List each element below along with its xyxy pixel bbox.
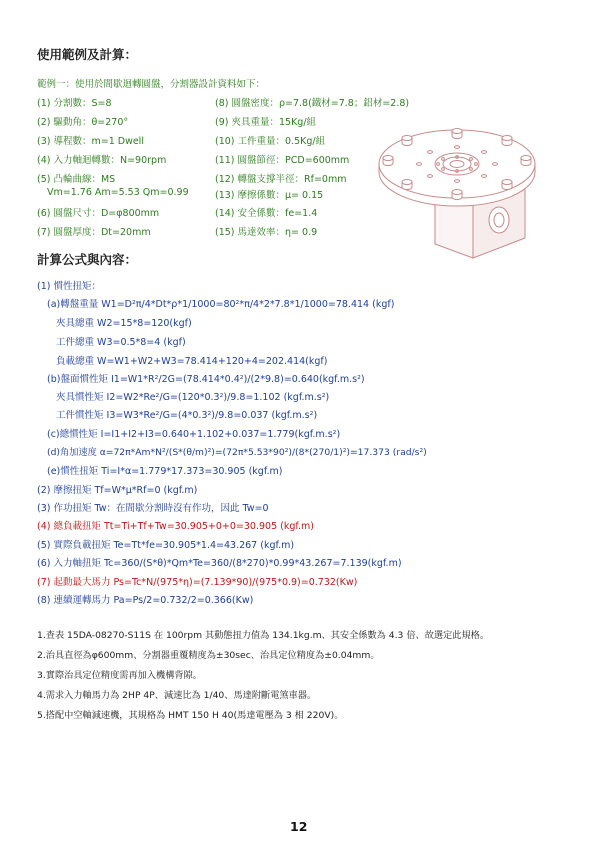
param-pcd: (11) 圓盤節徑：PCD=600mm [215, 155, 350, 166]
calc-work-weight-formula: W3=0.5*8=4 (kgf) [97, 337, 186, 348]
note-3: 3.實際治具定位精度需再加入機構背隙。 [37, 670, 202, 681]
calc-disc-weight-formula: W1=D²π/4*Dt*ρ*1/1000=80²*π/4*2*7.8*1/1000=78.414 (kgf) [101, 299, 395, 310]
section-heading-usage: 使用範例及計算： [37, 47, 138, 62]
calc-total-inertia-label: (c)總慣性矩 [47, 429, 98, 440]
note-4: 4.需求入力軸馬力為 2HP 4P、減速比為 1/40、馬達附斷電煞車器。 [37, 690, 317, 701]
indexing-table-illustration [375, 102, 540, 274]
calc-disc-inertia [47, 371, 365, 385]
param-safety-factor: (14) 安全係數：fe=1.4 [215, 208, 318, 219]
calc-work-inertia-formula: I3=W3*Re²/G=(4*0.3²)/9.8=0.037 (kgf.m.s²) [106, 410, 318, 421]
calc-total-inertia [47, 426, 340, 440]
calc-total-inertia-formula: I=I1+I2+I3=0.640+1.102+0.037=1.779(kgf.m.s²) [100, 429, 341, 440]
calc-inertia-torque-label: (e)慣性扭矩 [47, 466, 99, 477]
calc-total-load-formula: W=W1+W2+W3=78.414+120+4=202.414(kgf) [97, 356, 328, 367]
calc-fixture-inertia-label: 夾具慣性矩 [56, 392, 104, 403]
calc-fixture-inertia-formula: I2=W2*Re²/G=(120*0.3²)/9.8=1.102 (kgf.m.s²) [106, 392, 330, 403]
calc-inertia-torque-title: (1) 慣性扭矩： [37, 281, 101, 292]
calc-fixture-weight-formula: W2=15*8=120(kgf) [97, 318, 192, 329]
param-motor-efficiency: (15) 馬達效率：η= 0.9 [215, 227, 318, 238]
calc-input-shaft-torque: (6) 入力軸扭矩 Tc=360/(S*θ)*Qm*Te=360/(8*270)*0.99*43.267=7.139(kgf.m) [37, 558, 402, 569]
example-intro: 範例一：使用於間歇迴轉圓盤，分割器設計資料如下： [37, 79, 266, 90]
param-input-rpm: (4) 入力軸迴轉數：N=90rpm [37, 155, 167, 166]
calc-total-load-torque: (4) 總負載扭矩 Tt=Ti+Tf+Tw=30.905+0+0=30.905 (kgf.m) [37, 521, 315, 532]
calc-disc-weight-label: (a)轉盤重量 [47, 299, 99, 310]
calc-friction-torque: (2) 摩擦扭矩 Tf=W*μ*Rf=0 (kgf.m) [37, 485, 198, 496]
calc-total-load-label: 負載總重 [56, 356, 95, 367]
calc-work-weight [56, 334, 186, 348]
note-1: 1.查表 15DA-08270-S11S 在 100rpm 其動態扭力值為 134.1kg.m、其安全係數為 4.3 倍、故選定此規格。 [37, 630, 490, 641]
param-density: (8) 圓盤密度：ρ=7.8(鐵材=7.8；鋁材=2.8) [215, 98, 410, 109]
note-2: 2.治具直徑為φ600mm、分割器重覆精度為±30sec、治具定位精度為±0.04mm。 [37, 650, 380, 661]
page-number: 12 [290, 819, 308, 834]
param-fixture-weight: (9) 夾具重量：15Kg/組 [215, 117, 317, 128]
calc-inertia-torque [47, 463, 282, 477]
calc-work-inertia-label: 工件慣性矩 [56, 410, 104, 421]
param-friction: (13) 摩擦係數：μ= 0.15 [215, 190, 324, 201]
param-drive-angle: (2) 驅動角：θ=270° [37, 117, 129, 128]
calc-total-load [56, 353, 327, 367]
calc-work-inertia [56, 407, 317, 421]
param-work-weight: (10) 工件重量：0.5Kg/組 [215, 136, 326, 147]
calc-work-torque: (3) 作功扭矩 Tw：在間歇分割時沒有作功，因此 Tw=0 [37, 503, 269, 514]
calc-continuous-power: (8) 連續運轉馬力 Pa=Ps/2=0.732/2=0.366(Kw) [37, 595, 254, 606]
calc-work-weight-label: 工件總重 [56, 337, 95, 348]
note-5: 5.搭配中空軸減速機，其規格為 HMT 150 H 40(馬達電壓為 3 相 220V)。 [37, 710, 344, 721]
param-divisions: (1) 分割數：S=8 [37, 98, 112, 109]
param-cam-coeffs: Vm=1.76 Am=5.53 Qm=0.99 [47, 187, 189, 198]
calc-inertia-torque-formula: Ti=I*α=1.779*17.373=30.905 (kgf.m) [101, 466, 283, 477]
param-disc-size: (6) 圓盤尺寸：D=φ800mm [37, 208, 160, 219]
calc-fixture-weight [56, 315, 192, 329]
calc-actual-load-torque: (5) 實際負載扭矩 Te=Tt*fe=30.905*1.4=43.267 (kgf.m) [37, 540, 295, 551]
calc-disc-inertia-formula: I1=W1*R²/2G=(78.414*0.4²)/(2*9.8)=0.640(kgf.m.s²) [110, 374, 365, 385]
calc-angular-acceleration [47, 444, 427, 458]
param-cam-curve: (5) 凸輪曲線：MS [37, 174, 116, 185]
calc-angular-acceleration-label: (d)角加速度 [47, 447, 97, 458]
section-heading-formulas: 計算公式與內容： [37, 252, 138, 267]
calc-disc-weight [47, 296, 394, 310]
calc-fixture-weight-label: 夾具總重 [56, 318, 95, 329]
param-support-radius: (12) 轉盤支撐半徑：Rf=0mm [215, 174, 347, 185]
calc-angular-acceleration-formula: α=72π*Am*N²/(S*(θ/m)²)=(72π*5.53*90²)/(8*(270/1)²)=17.373 (rad/s²) [99, 447, 427, 458]
calc-disc-inertia-label: (b)盤面慣性矩 [47, 374, 108, 385]
param-disc-thickness: (7) 圓盤厚度：Dt=20mm [37, 227, 151, 238]
calc-fixture-inertia [56, 389, 329, 403]
calc-starting-max-power: (7) 起動最大馬力 Ps=Tc*N/(975*η)=(7.139*90)/(975*0.9)=0.732(Kw) [37, 577, 358, 588]
param-lead: (3) 導程數：m=1 Dwell [37, 136, 144, 147]
